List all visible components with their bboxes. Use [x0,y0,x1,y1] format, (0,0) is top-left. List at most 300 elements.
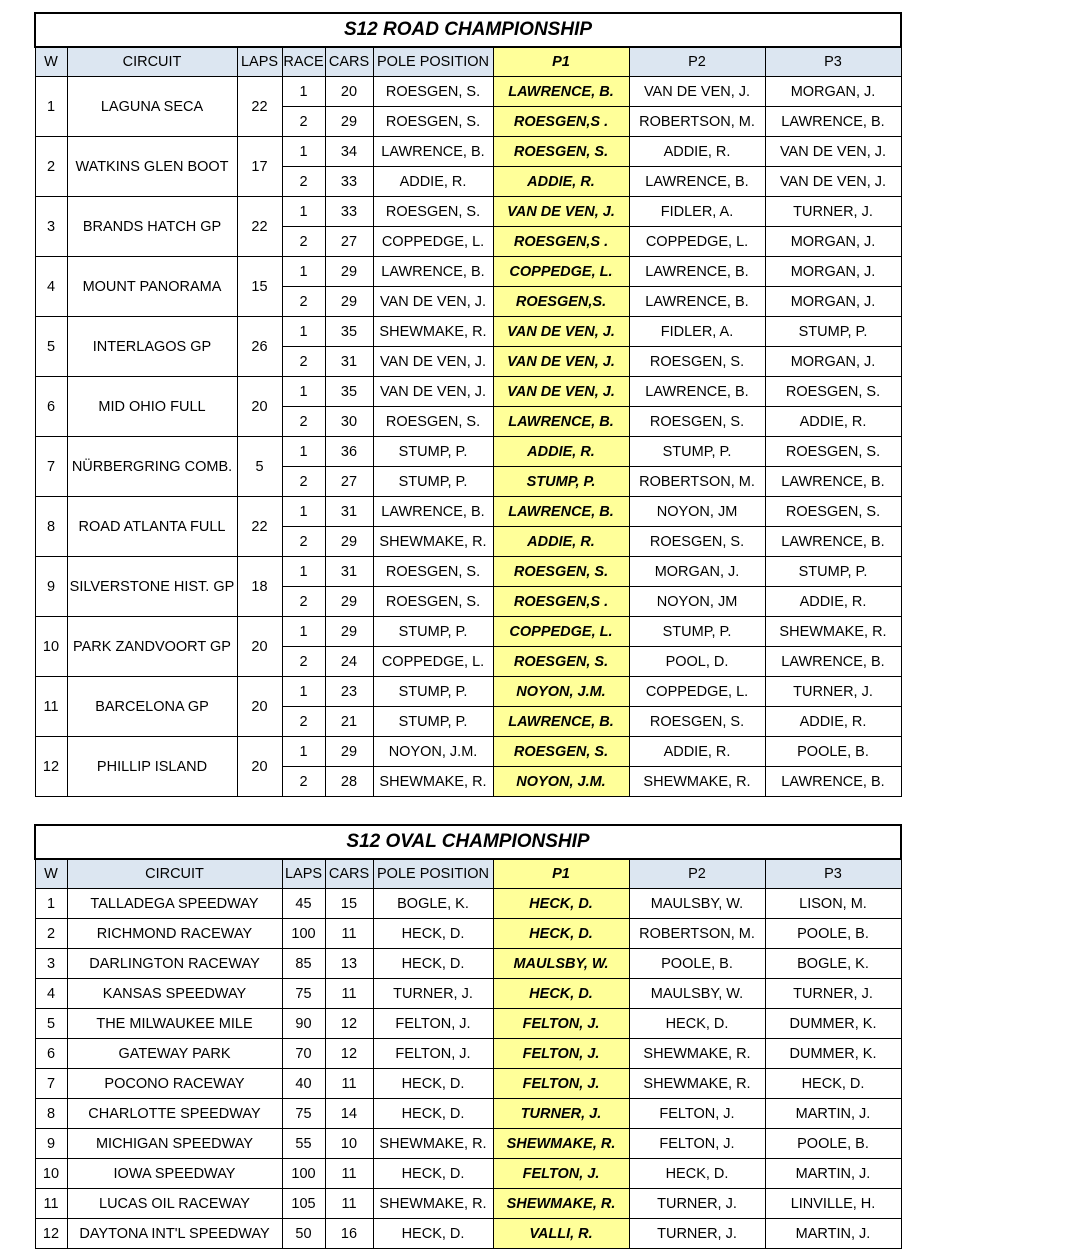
table-row [35,889,901,919]
race-cell: 2 [282,647,325,677]
week-cell: 9 [35,1129,67,1159]
p1-cell: LAWRENCE, B. [493,707,629,737]
p1-cell: ADDIE, R. [493,167,629,197]
laps-cell: 20 [237,737,282,797]
p2-cell: ROBERTSON, M. [629,467,765,497]
race-cell: 2 [282,467,325,497]
laps-cell: 22 [237,497,282,557]
p3-cell: ADDIE, R. [765,587,901,617]
col-header-p2: P2 [629,47,765,77]
circuit-cell: MOUNT PANORAMA [67,257,237,317]
pole-position-cell: STUMP, P. [373,677,493,707]
cars-cell: 29 [325,587,373,617]
col-header-p1: P1 [493,47,629,77]
p3-cell: MORGAN, J. [765,257,901,287]
cars-cell: 29 [325,737,373,767]
cars-cell: 23 [325,677,373,707]
circuit-cell: PARK ZANDVOORT GP [67,617,237,677]
p3-cell: LAWRENCE, B. [765,767,901,797]
table-row [35,1039,901,1069]
laps-cell: 15 [237,257,282,317]
table-row [35,1099,901,1129]
p3-cell: TURNER, J. [765,677,901,707]
cars-cell: 15 [325,889,373,919]
p3-cell: MORGAN, J. [765,77,901,107]
p3-cell: ADDIE, R. [765,407,901,437]
p2-cell: SHEWMAKE, R. [629,1069,765,1099]
table-row [35,737,901,767]
race-cell: 1 [282,497,325,527]
cars-cell: 24 [325,647,373,677]
p2-cell: SHEWMAKE, R. [629,767,765,797]
col-header-cars: CARS [325,859,373,889]
pole-position-cell: TURNER, J. [373,979,493,1009]
p3-cell: POOLE, B. [765,919,901,949]
p2-cell: LAWRENCE, B. [629,377,765,407]
cars-cell: 33 [325,167,373,197]
pole-position-cell: STUMP, P. [373,707,493,737]
p1-cell: ROESGEN, S. [493,137,629,167]
laps-cell: 85 [282,949,325,979]
week-cell: 4 [35,979,67,1009]
p2-cell: FIDLER, A. [629,317,765,347]
cars-cell: 30 [325,407,373,437]
p1-cell: LAWRENCE, B. [493,497,629,527]
cars-cell: 21 [325,707,373,737]
pole-position-cell: LAWRENCE, B. [373,137,493,167]
road-title: S12 ROAD CHAMPIONSHIP [35,13,901,47]
race-cell: 1 [282,677,325,707]
race-cell: 1 [282,317,325,347]
pole-position-cell: ROESGEN, S. [373,197,493,227]
race-cell: 2 [282,107,325,137]
p2-cell: TURNER, J. [629,1189,765,1219]
cars-cell: 36 [325,437,373,467]
oval-championship-table [34,824,902,1249]
p2-cell: ADDIE, R. [629,137,765,167]
col-header-p1: P1 [493,859,629,889]
laps-cell: 55 [282,1129,325,1159]
p1-cell: FELTON, J. [493,1039,629,1069]
pole-position-cell: HECK, D. [373,1159,493,1189]
cars-cell: 35 [325,377,373,407]
table-row [35,197,901,227]
p1-cell: ROESGEN,S . [493,107,629,137]
p2-cell: LAWRENCE, B. [629,167,765,197]
laps-cell: 22 [237,197,282,257]
table-row [35,1219,901,1249]
race-cell: 1 [282,437,325,467]
cars-cell: 29 [325,287,373,317]
p2-cell: LAWRENCE, B. [629,257,765,287]
pole-position-cell: STUMP, P. [373,617,493,647]
table-row [35,497,901,527]
week-cell: 4 [35,257,67,317]
pole-position-cell: HECK, D. [373,919,493,949]
circuit-cell: DARLINGTON RACEWAY [67,949,282,979]
p1-cell: LAWRENCE, B. [493,407,629,437]
cars-cell: 10 [325,1129,373,1159]
p1-cell: FELTON, J. [493,1009,629,1039]
pole-position-cell: SHEWMAKE, R. [373,1129,493,1159]
p1-cell: COPPEDGE, L. [493,257,629,287]
p2-cell: COPPEDGE, L. [629,227,765,257]
p1-cell: ADDIE, R. [493,527,629,557]
p2-cell: COPPEDGE, L. [629,677,765,707]
race-cell: 2 [282,167,325,197]
pole-position-cell: ROESGEN, S. [373,407,493,437]
p1-cell: COPPEDGE, L. [493,617,629,647]
col-header-w: W [35,859,67,889]
laps-cell: 22 [237,77,282,137]
cars-cell: 27 [325,227,373,257]
table-row [35,979,901,1009]
p1-cell: ROESGEN, S. [493,647,629,677]
week-cell: 7 [35,437,67,497]
race-cell: 1 [282,377,325,407]
cars-cell: 28 [325,767,373,797]
p3-cell: STUMP, P. [765,317,901,347]
oval-title: S12 OVAL CHAMPIONSHIP [35,825,901,859]
p3-cell: ADDIE, R. [765,707,901,737]
week-cell: 10 [35,617,67,677]
table-row [35,257,901,287]
pole-position-cell: LAWRENCE, B. [373,497,493,527]
p1-cell: LAWRENCE, B. [493,77,629,107]
table-row [35,437,901,467]
p3-cell: DUMMER, K. [765,1039,901,1069]
p1-cell: VAN DE VEN, J. [493,347,629,377]
race-cell: 2 [282,227,325,257]
p1-cell: SHEWMAKE, R. [493,1129,629,1159]
circuit-cell: MICHIGAN SPEEDWAY [67,1129,282,1159]
week-cell: 8 [35,1099,67,1129]
circuit-cell: LAGUNA SECA [67,77,237,137]
p3-cell: HECK, D. [765,1069,901,1099]
week-cell: 6 [35,377,67,437]
circuit-cell: BRANDS HATCH GP [67,197,237,257]
cars-cell: 27 [325,467,373,497]
pole-position-cell: SHEWMAKE, R. [373,527,493,557]
p1-cell: FELTON, J. [493,1069,629,1099]
cars-cell: 11 [325,919,373,949]
p3-cell: LAWRENCE, B. [765,107,901,137]
race-cell: 1 [282,197,325,227]
oval-table-body [35,889,901,1249]
pole-position-cell: ROESGEN, S. [373,587,493,617]
pole-position-cell: STUMP, P. [373,467,493,497]
col-header-circuit: CIRCUIT [67,47,237,77]
cars-cell: 16 [325,1219,373,1249]
p1-cell: VAN DE VEN, J. [493,197,629,227]
cars-cell: 34 [325,137,373,167]
p1-cell: SHEWMAKE, R. [493,1189,629,1219]
laps-cell: 5 [237,437,282,497]
p3-cell: ROESGEN, S. [765,437,901,467]
col-header-pole: POLE POSITION [373,859,493,889]
road-table-body [35,77,901,797]
week-cell: 12 [35,1219,67,1249]
p3-cell: MORGAN, J. [765,227,901,257]
cars-cell: 20 [325,77,373,107]
week-cell: 1 [35,889,67,919]
week-cell: 12 [35,737,67,797]
p2-cell: HECK, D. [629,1009,765,1039]
pole-position-cell: ADDIE, R. [373,167,493,197]
circuit-cell: TALLADEGA SPEEDWAY [67,889,282,919]
race-cell: 1 [282,737,325,767]
p3-cell: TURNER, J. [765,197,901,227]
p2-cell: ROBERTSON, M. [629,919,765,949]
circuit-cell: WATKINS GLEN BOOT [67,137,237,197]
p2-cell: ROESGEN, S. [629,407,765,437]
p3-cell: DUMMER, K. [765,1009,901,1039]
laps-cell: 40 [282,1069,325,1099]
race-cell: 2 [282,707,325,737]
p1-cell: ROESGEN,S. [493,287,629,317]
circuit-cell: LUCAS OIL RACEWAY [67,1189,282,1219]
p3-cell: TURNER, J. [765,979,901,1009]
pole-position-cell: SHEWMAKE, R. [373,1189,493,1219]
table-row [35,1189,901,1219]
pole-position-cell: VAN DE VEN, J. [373,347,493,377]
cars-cell: 33 [325,197,373,227]
p3-cell: STUMP, P. [765,557,901,587]
p3-cell: LAWRENCE, B. [765,467,901,497]
week-cell: 5 [35,1009,67,1039]
circuit-cell: DAYTONA INT'L SPEEDWAY [67,1219,282,1249]
week-cell: 2 [35,919,67,949]
p3-cell: LAWRENCE, B. [765,647,901,677]
race-cell: 2 [282,287,325,317]
laps-cell: 26 [237,317,282,377]
col-header-laps: LAPS [237,47,282,77]
p3-cell: SHEWMAKE, R. [765,617,901,647]
laps-cell: 90 [282,1009,325,1039]
p2-cell: STUMP, P. [629,437,765,467]
pole-position-cell: BOGLE, K. [373,889,493,919]
p1-cell: VAN DE VEN, J. [493,317,629,347]
race-cell: 2 [282,407,325,437]
p3-cell: POOLE, B. [765,1129,901,1159]
race-cell: 2 [282,587,325,617]
table-row [35,557,901,587]
laps-cell: 20 [237,677,282,737]
p2-cell: NOYON, JM [629,497,765,527]
p2-cell: POOL, D. [629,647,765,677]
col-header-p3: P3 [765,859,901,889]
p1-cell: HECK, D. [493,889,629,919]
pole-position-cell: HECK, D. [373,1219,493,1249]
week-cell: 11 [35,677,67,737]
laps-cell: 20 [237,377,282,437]
cars-cell: 13 [325,949,373,979]
race-cell: 1 [282,137,325,167]
pole-position-cell: HECK, D. [373,1099,493,1129]
p1-cell: ROESGEN, S. [493,557,629,587]
cars-cell: 29 [325,527,373,557]
pole-position-cell: ROESGEN, S. [373,557,493,587]
race-cell: 1 [282,617,325,647]
p1-cell: STUMP, P. [493,467,629,497]
cars-cell: 31 [325,557,373,587]
p1-cell: HECK, D. [493,919,629,949]
table-row [35,1129,901,1159]
p1-cell: ROESGEN,S . [493,587,629,617]
week-cell: 9 [35,557,67,617]
p1-cell: ROESGEN,S . [493,227,629,257]
p3-cell: BOGLE, K. [765,949,901,979]
col-header-laps: LAPS [282,859,325,889]
race-cell: 1 [282,257,325,287]
week-cell: 8 [35,497,67,557]
table-row [35,919,901,949]
laps-cell: 50 [282,1219,325,1249]
laps-cell: 75 [282,979,325,1009]
pole-position-cell: SHEWMAKE, R. [373,767,493,797]
circuit-cell: NÜRBERGRING COMB. [67,437,237,497]
p2-cell: SHEWMAKE, R. [629,1039,765,1069]
race-cell: 1 [282,77,325,107]
week-cell: 2 [35,137,67,197]
p2-cell: ROESGEN, S. [629,347,765,377]
p2-cell: FELTON, J. [629,1099,765,1129]
pole-position-cell: LAWRENCE, B. [373,257,493,287]
p3-cell: LISON, M. [765,889,901,919]
circuit-cell: GATEWAY PARK [67,1039,282,1069]
p3-cell: VAN DE VEN, J. [765,167,901,197]
col-header-p3: P3 [765,47,901,77]
p3-cell: VAN DE VEN, J. [765,137,901,167]
p3-cell: MARTIN, J. [765,1099,901,1129]
p2-cell: HECK, D. [629,1159,765,1189]
pole-position-cell: FELTON, J. [373,1009,493,1039]
cars-cell: 29 [325,257,373,287]
road-championship-table [34,12,902,797]
week-cell: 7 [35,1069,67,1099]
pole-position-cell: HECK, D. [373,1069,493,1099]
pole-position-cell: VAN DE VEN, J. [373,377,493,407]
pole-position-cell: ROESGEN, S. [373,77,493,107]
p1-cell: VAN DE VEN, J. [493,377,629,407]
col-header-pole: POLE POSITION [373,47,493,77]
p2-cell: MAULSBY, W. [629,979,765,1009]
p3-cell: MORGAN, J. [765,347,901,377]
table-row [35,1069,901,1099]
cars-cell: 29 [325,617,373,647]
cars-cell: 12 [325,1039,373,1069]
p2-cell: POOLE, B. [629,949,765,979]
race-cell: 2 [282,527,325,557]
week-cell: 1 [35,77,67,137]
circuit-cell: RICHMOND RACEWAY [67,919,282,949]
p3-cell: ROESGEN, S. [765,497,901,527]
p3-cell: MORGAN, J. [765,287,901,317]
week-cell: 5 [35,317,67,377]
week-cell: 3 [35,949,67,979]
cars-cell: 31 [325,347,373,377]
race-cell: 1 [282,557,325,587]
laps-cell: 17 [237,137,282,197]
p3-cell: MARTIN, J. [765,1219,901,1249]
circuit-cell: ROAD ATLANTA FULL [67,497,237,557]
laps-cell: 105 [282,1189,325,1219]
p1-cell: MAULSBY, W. [493,949,629,979]
laps-cell: 20 [237,617,282,677]
col-header-p2: P2 [629,859,765,889]
p3-cell: ROESGEN, S. [765,377,901,407]
cars-cell: 11 [325,1159,373,1189]
table-row [35,617,901,647]
cars-cell: 11 [325,1069,373,1099]
p1-cell: TURNER, J. [493,1099,629,1129]
p3-cell: LINVILLE, H. [765,1189,901,1219]
p2-cell: VAN DE VEN, J. [629,77,765,107]
laps-cell: 70 [282,1039,325,1069]
table-row [35,377,901,407]
p2-cell: MORGAN, J. [629,557,765,587]
table-row [35,1009,901,1039]
circuit-cell: POCONO RACEWAY [67,1069,282,1099]
laps-cell: 100 [282,1159,325,1189]
p2-cell: ROESGEN, S. [629,707,765,737]
laps-cell: 100 [282,919,325,949]
cars-cell: 12 [325,1009,373,1039]
pole-position-cell: VAN DE VEN, J. [373,287,493,317]
pole-position-cell: FELTON, J. [373,1039,493,1069]
race-cell: 2 [282,347,325,377]
cars-cell: 11 [325,979,373,1009]
week-cell: 10 [35,1159,67,1189]
pole-position-cell: SHEWMAKE, R. [373,317,493,347]
p2-cell: NOYON, JM [629,587,765,617]
p2-cell: FIDLER, A. [629,197,765,227]
p2-cell: FELTON, J. [629,1129,765,1159]
cars-cell: 29 [325,107,373,137]
p2-cell: STUMP, P. [629,617,765,647]
circuit-cell: SILVERSTONE HIST. GP [67,557,237,617]
col-header-race: RACE [282,47,325,77]
p1-cell: ADDIE, R. [493,437,629,467]
pole-position-cell: HECK, D. [373,949,493,979]
p2-cell: MAULSBY, W. [629,889,765,919]
p1-cell: NOYON, J.M. [493,677,629,707]
table-row [35,317,901,347]
circuit-cell: MID OHIO FULL [67,377,237,437]
week-cell: 11 [35,1189,67,1219]
circuit-cell: INTERLAGOS GP [67,317,237,377]
table-row [35,677,901,707]
p2-cell: TURNER, J. [629,1219,765,1249]
p1-cell: FELTON, J. [493,1159,629,1189]
p1-cell: VALLI, R. [493,1219,629,1249]
p1-cell: NOYON, J.M. [493,767,629,797]
p3-cell: LAWRENCE, B. [765,527,901,557]
laps-cell: 75 [282,1099,325,1129]
laps-cell: 45 [282,889,325,919]
pole-position-cell: NOYON, J.M. [373,737,493,767]
circuit-cell: CHARLOTTE SPEEDWAY [67,1099,282,1129]
table-row [35,77,901,107]
pole-position-cell: STUMP, P. [373,437,493,467]
pole-position-cell: COPPEDGE, L. [373,647,493,677]
cars-cell: 35 [325,317,373,347]
cars-cell: 31 [325,497,373,527]
race-cell: 2 [282,767,325,797]
cars-cell: 11 [325,1189,373,1219]
week-cell: 3 [35,197,67,257]
circuit-cell: KANSAS SPEEDWAY [67,979,282,1009]
